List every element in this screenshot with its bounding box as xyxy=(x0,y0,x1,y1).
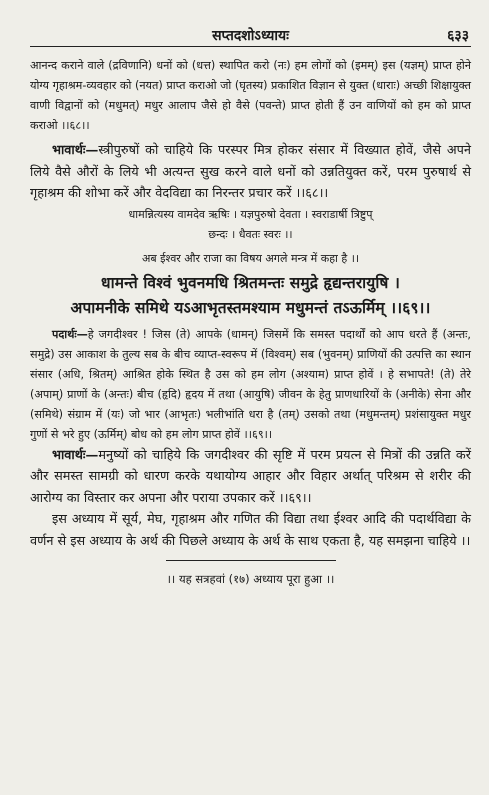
mantra-line-1: धामन्ते विश्वं भुवनमधि श्रितमन्तः समुद्रे हृद्यन्तरायुषि । xyxy=(101,273,400,292)
bhavartha-text: मनुष्यों को चाहिये कि जगदीश्वर की सृष्टि में परम प्रयत्न से मित्रों की उन्नति करें और समस्त सामग्री को धारण करके यथायोग्य आहार और विहार अर्थात् परिश्रम से शरीर की आरोग्य का विस्तार कर अपना और पराया उपकार करें ।।६९।। xyxy=(30,447,471,506)
mantra-line-2: अपामनीके समिथे यऽआभृतस्तमश्याम मधुमन्तं तऽऊर्मिम् ।।६९।। xyxy=(70,298,431,317)
footer-rule xyxy=(166,560,336,561)
padartha-label: पदार्थः— xyxy=(52,327,88,341)
header-rule xyxy=(30,46,471,47)
mantra-meta-rishi-devata: धामन्नित्यस्य वामदेव ऋषिः । यज्ञपुरुषो देवता । स्वराडार्षी त्रिष्टुप् xyxy=(128,207,373,221)
padartha xyxy=(30,325,471,445)
bhavartha-label: भावार्थः— xyxy=(52,143,99,158)
running-title: सप्तदशोऽध्यायः xyxy=(212,28,289,44)
page-content xyxy=(30,56,471,589)
bhavartha xyxy=(30,445,471,510)
mantra-meta-chhanda-swara: छन्दः । धैवतः स्वरः ।। xyxy=(208,227,293,241)
padartha-text: हे जगदीश्वर ! जिस (ते) आपके (धामन्) जिसमें कि समस्त पदार्थों को आप धरते हैं (अन्तः, समुद्रे) उस आकाश के तुल्य सब के बीच व्याप्त-स्वरूप में (विश्वम्) सब (भुवनम्) प्राणियों की उत्पत्ति का स्थान संसार (अधि, श्रितम्) आश्रित होके स्थित है उस को हम लोग (अश्याम) प्राप्त होवें । हे सभापते! (ते) तेरे (अपाम्) प्राणों के (अन्तः) बीच (हृदि) हृदय में तथा (आयुषि) जीवन के हेतु प्राणधारियों के (अनीके) सेना और (समिथे) संग्राम में (यः) जो भार (आभृतः) भलीभांति धरा है (तम्) उसको तथा (मधुमन्तम्) प्रशंसायुक्त मधुर गुणों से भरे हुए (ऊर्मिम्) बोध को हम लोग प्राप्त होवें ।।६९।। xyxy=(30,327,471,441)
previous-bhavartha xyxy=(30,140,471,205)
previous-padartha-continued: आनन्द कराने वाले (द्रविणानि) धनों को (धत्त) स्थापित करो (नः) हम लोगों को (इमम्) इस (यज्ञम्) प्राप्त होने योग्य गृहाश्रम-व्यवहार को (नयत) प्राप्त कराओ जो (घृतस्य) प्रकाशित विज्ञान से युक्त (धाराः) अच्छी शिक्षायुक्त वाणी विद्वानों को (मधुमत्) मधुर आलाप जैसे हो वैसे (पवन्ते) प्राप्त होती हैं उन वाणियों को हम को प्राप्त कराओ ।।६८।। xyxy=(30,59,471,132)
bhavartha-label: भावार्थः— xyxy=(52,447,99,463)
page-header xyxy=(30,0,471,44)
page-number: ६३३ xyxy=(447,28,469,44)
chapter-summary: इस अध्याय में सूर्य, मेघ, गृहाश्रम और गणित की विद्या तथा ईश्वर आदि की पदार्थविद्या के वर्णन से इस अध्याय के अर्थ की पिछले अध्याय के अर्थ के साथ एकता है, यह समझना चाहिये ।। xyxy=(30,512,471,549)
mantra-intro: अब ईश्वर और राजा का विषय अगले मन्त्र में कहा है ।। xyxy=(141,251,360,265)
bhavartha-text: स्त्रीपुरुषों को चाहिये कि परस्पर मित्र होकर संसार में विख्यात होवें, जैसे अपने लिये वैसे औरों के लिये भी अत्यन्त सुख करने वाले धनों को उन्नतियुक्त करें, परम पुरुषार्थ से गृहाश्रम की शोभा करें और वेदविद्या का निरन्तर प्रचार करें ।।६८।। xyxy=(30,143,471,201)
chapter-end-note: ।। यह सत्रहवां (१७) अध्याय पूरा हुआ ।। xyxy=(166,572,335,586)
